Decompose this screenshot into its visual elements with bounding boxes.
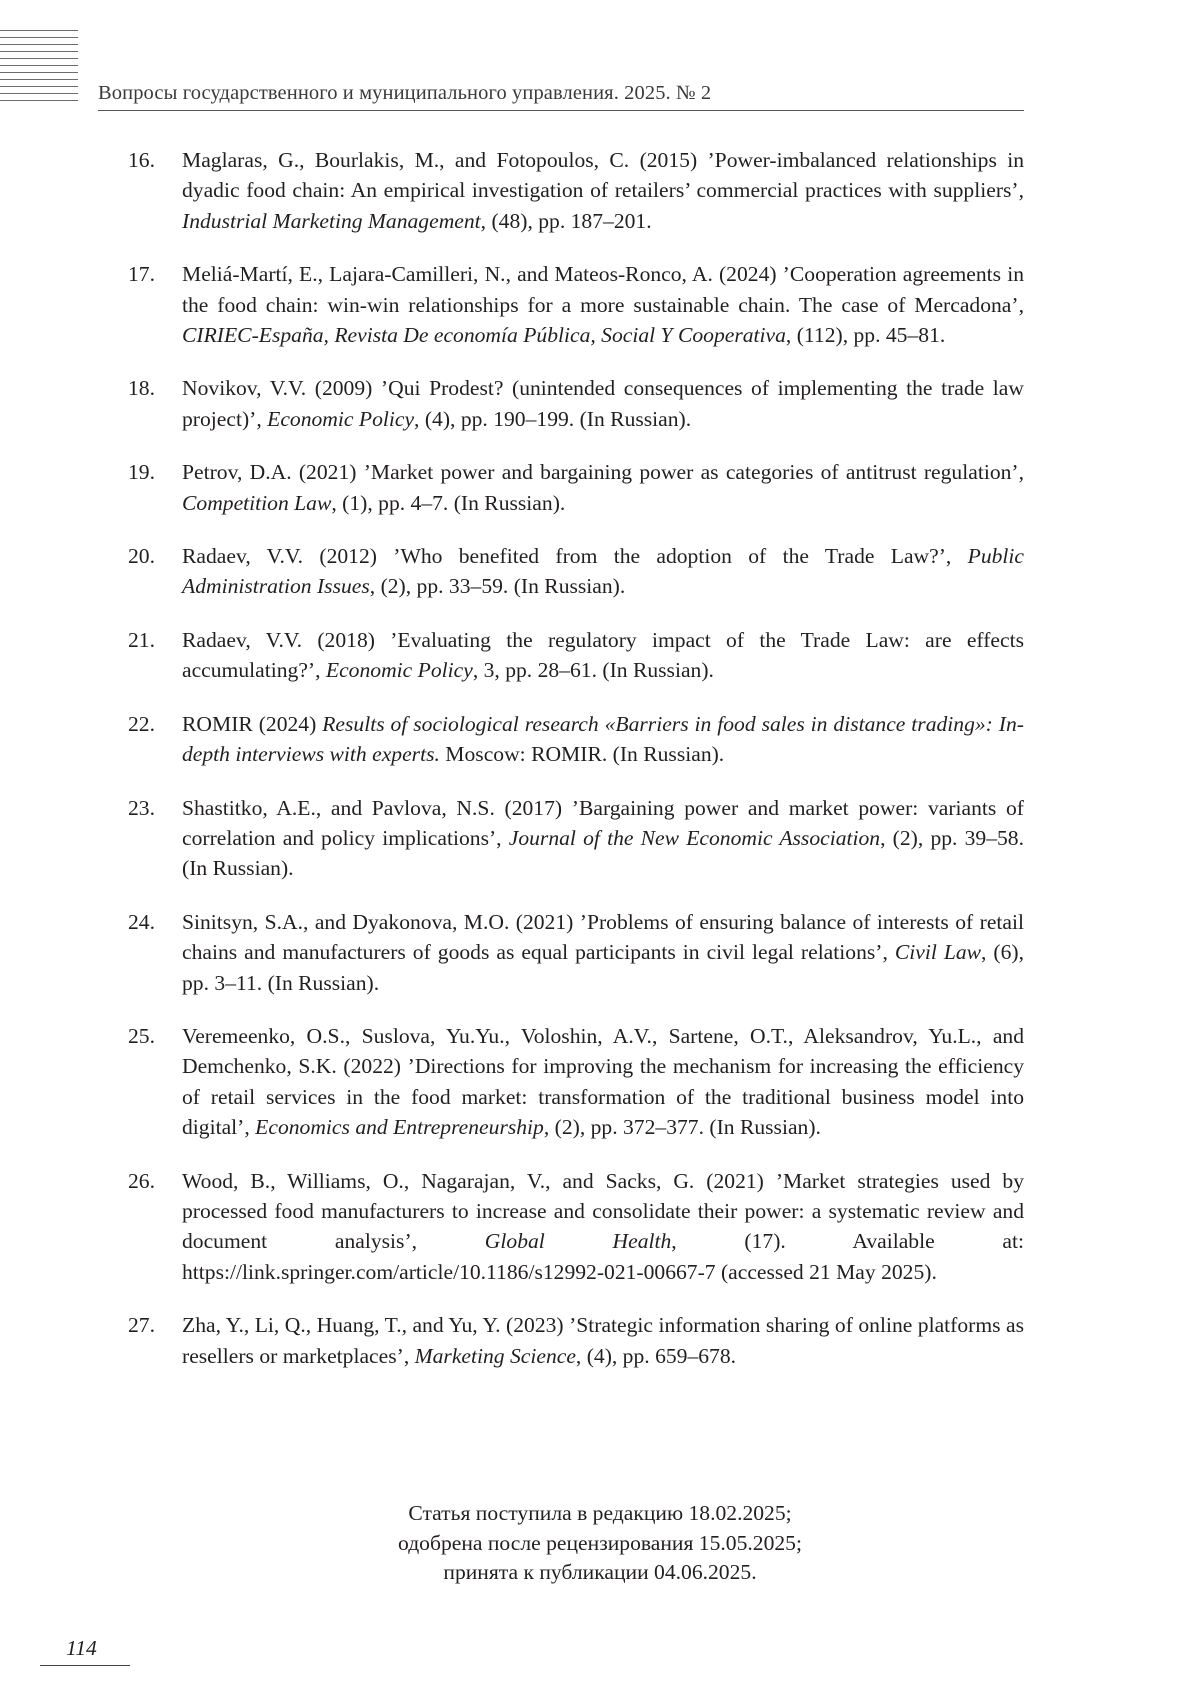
- received-date: Статья поступила в редакцию 18.02.2025;: [408, 1501, 792, 1525]
- reference-item: [128, 373, 1024, 434]
- reference-number: 27.: [128, 1313, 155, 1338]
- reference-item: [128, 793, 1024, 884]
- reference-text: Radaev, V.V. (2012) ’Who benefited from the adoption of the Trade Law?’, Public Administration Issues, (2), pp. 33–59. (In Russian).: [182, 544, 1024, 599]
- reference-number: 21.: [128, 627, 155, 652]
- reference-text: Sinitsyn, S.A., and Dyakonova, M.O. (2021) ’Problems of ensuring balance of interests of retail chains and manufacturers of goods as equal participants in civil legal relations’, Civil Law, (6), pp. 3–11. (In Russian).: [182, 909, 1025, 995]
- reference-text: Shastitko, A.E., and Pavlova, N.S. (2017) ’Bargaining power and market power: variants of correlation and policy implications’, Journal of the New Economic Association, (2), pp. 39–58. (In Russian).: [182, 795, 1024, 881]
- reference-text: Novikov, V.V. (2009) ’Qui Prodest? (unintended consequences of implementing the trade law project)’, Economic Policy, (4), pp. 190–199. (In Russian).: [182, 376, 1024, 431]
- reference-item: [128, 1166, 1024, 1288]
- reference-text: Maglaras, G., Bourlakis, M., and Fotopoulos, C. (2015) ’Power-imbalanced relationships in dyadic food chain: An empirical investigation of retailers’ commercial practices with suppliers’, Industrial Marketing Management, (48), pp. 187–201.: [182, 148, 1024, 233]
- reference-number: 20.: [128, 544, 155, 569]
- reference-number: 16.: [128, 148, 155, 172]
- reference-text: Wood, B., Williams, O., Nagarajan, V., and Sacks, G. (2021) ’Market strategies used by processed food manufacturers to increase and consolidate their power: a systematic review and document analysis’, Global Health, (17). Available at: https://link.springer.com/article/10.1186/s12992-021-00667-7 (accessed 21 May 2025).: [182, 1168, 1025, 1284]
- reference-number: 17.: [128, 262, 155, 287]
- page-number: 114: [66, 1636, 97, 1660]
- header-divider: [98, 110, 1024, 111]
- reference-item: [128, 541, 1024, 602]
- reference-item: [128, 709, 1024, 770]
- reference-number: 23.: [128, 795, 155, 820]
- reference-item: [128, 145, 1024, 236]
- approved-date: одобрена после рецензирования 15.05.2025;: [398, 1530, 802, 1555]
- reference-text: Radaev, V.V. (2018) ’Evaluating the regulatory impact of the Trade Law: are effects accumulating?’, Economic Policy, 3, pp. 28–61. (In Russian).: [182, 627, 1024, 683]
- journal-header: Вопросы государственного и муниципального управления. 2025. № 2: [98, 82, 712, 104]
- reference-number: 19.: [128, 460, 155, 485]
- reference-text: Veremeenko, O.S., Suslova, Yu.Yu., Voloshin, A.V., Sartene, O.T., Aleksandrov, Yu.L., and Demchenko, S.K. (2022) ’Directions for improving the mechanism for increasing the efficiency of retail services in the food market: transformation of the traditional business model into digital’, Economics and Entrepreneurship, (2), pp. 372–377. (In Russian).: [182, 1023, 1024, 1140]
- reference-item: [128, 1310, 1024, 1371]
- reference-item: [128, 625, 1024, 686]
- reference-text: Meliá-Martí, E., Lajara-Camilleri, N., and Mateos-Ronco, A. (2024) ’Cooperation agreements in the food chain: win-win relationships for a more sustainable chain. The case of Mercadona’, CIRIEC-España, Revista De economía Pública, Social Y Cooperativa, (112), pp. 45–81.: [182, 262, 1024, 348]
- reference-item: [128, 259, 1024, 350]
- reference-text: Zha, Y., Li, Q., Huang, T., and Yu, Y. (2023) ’Strategic information sharing of online platforms as resellers or marketplaces’, Marketing Science, (4), pp. 659–678.: [182, 1313, 1024, 1368]
- reference-number: 26.: [128, 1168, 155, 1193]
- reference-number: 24.: [128, 909, 155, 934]
- reference-item: [128, 907, 1024, 998]
- accepted-date: принята к публикации 04.06.2025.: [443, 1560, 757, 1584]
- reference-text: Petrov, D.A. (2021) ’Market power and bargaining power as categories of antitrust regulation’, Competition Law, (1), pp. 4–7. (In Russian).: [182, 460, 1024, 515]
- reference-item: [128, 1021, 1024, 1143]
- reference-number: 22.: [128, 711, 155, 736]
- reference-list: [128, 145, 1024, 1394]
- page-number-underline: [40, 1665, 130, 1666]
- reference-text: ROMIR (2024) Results of sociological research «Barriers in food sales in distance trading»: In-depth interviews with experts. Moscow: ROMIR. (In Russian).: [182, 711, 1024, 767]
- reference-number: 25.: [128, 1023, 155, 1048]
- publication-dates: [0, 1499, 1200, 1588]
- reference-number: 18.: [128, 376, 155, 401]
- reference-item: [128, 457, 1024, 518]
- header-decoration: [0, 30, 78, 110]
